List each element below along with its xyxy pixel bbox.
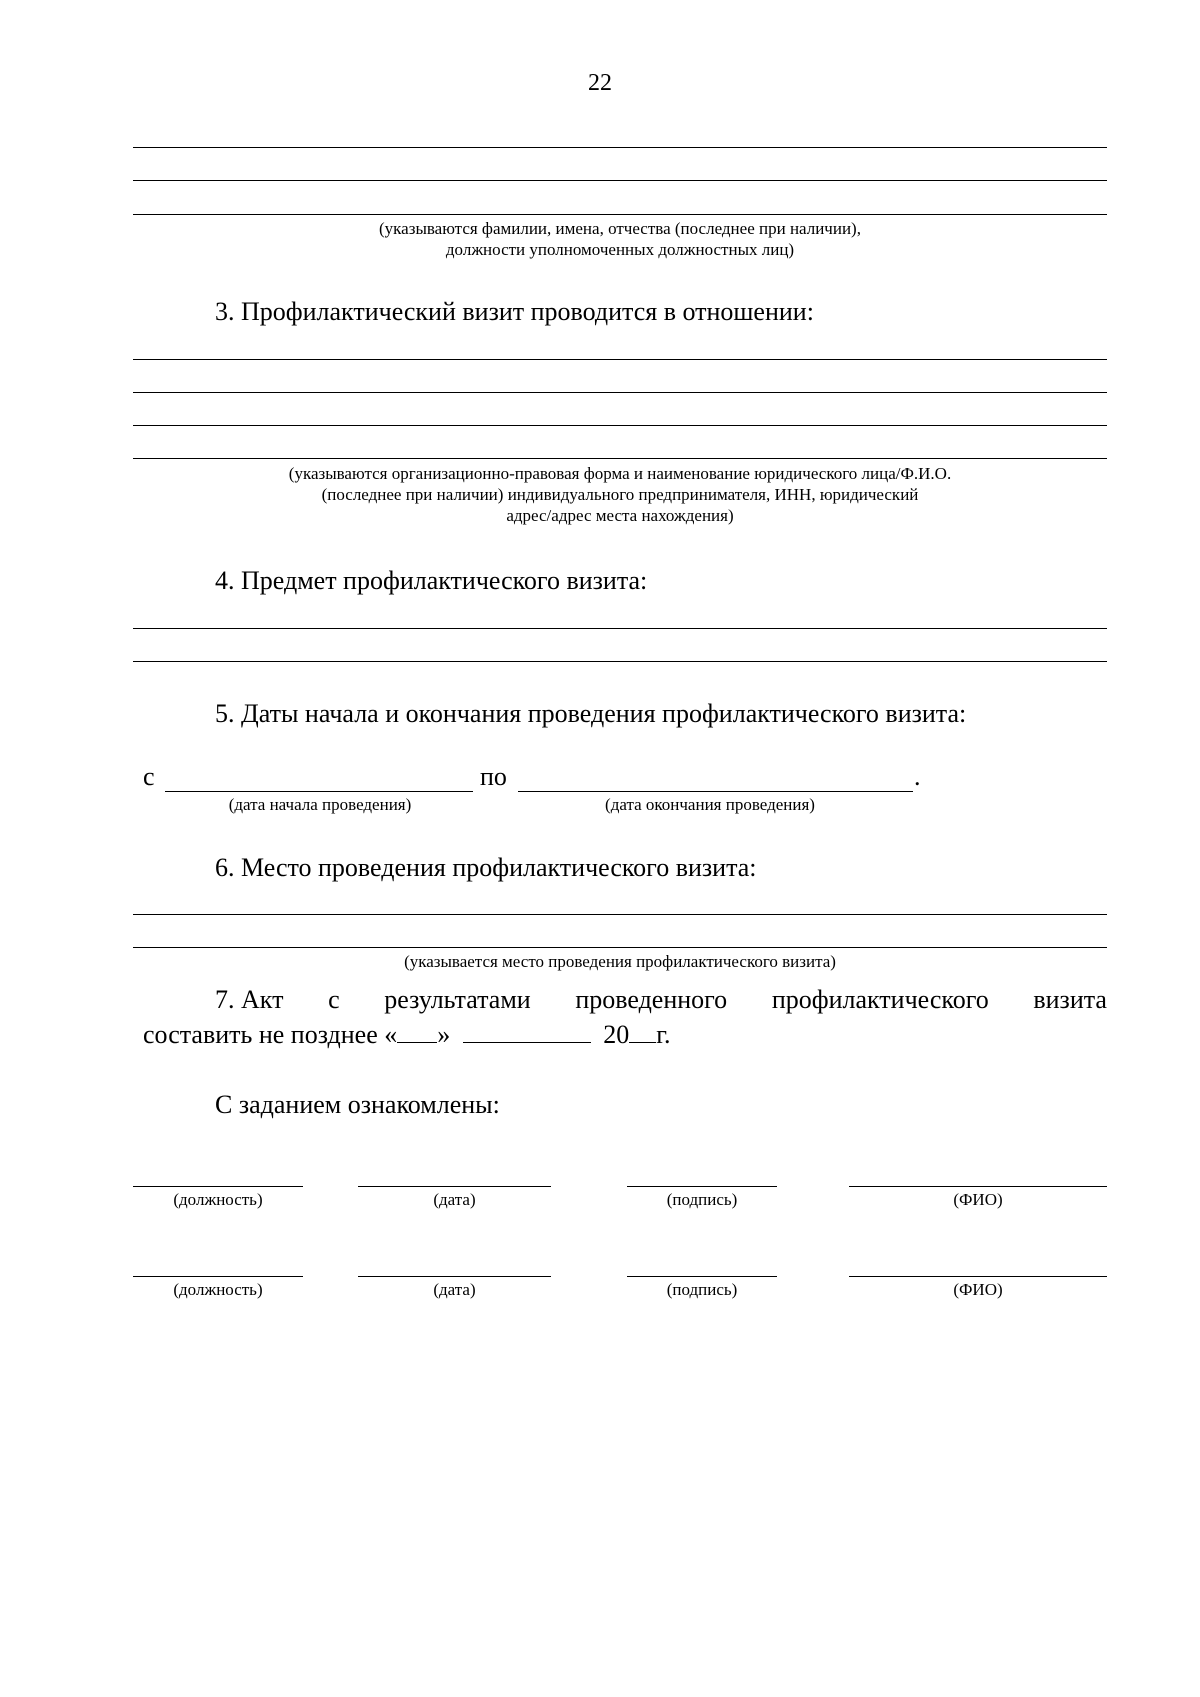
officials-caption <box>133 218 1107 260</box>
subject-line-2[interactable] <box>133 392 1107 393</box>
position-caption-2: (должность) <box>173 1280 263 1299</box>
acknowledged-heading: С заданием ознакомлены: <box>215 1090 500 1119</box>
officials-line-1[interactable] <box>133 147 1107 148</box>
officials-caption-line-1: (указываются фамилии, имена, отчества (последнее при наличии), <box>379 219 861 238</box>
deadline-month-field[interactable] <box>463 1020 591 1043</box>
signature-caption-2: (подпись) <box>666 1280 738 1299</box>
start-date-caption: (дата начала проведения) <box>228 795 412 814</box>
deadline-year-prefix: 20 <box>603 1020 630 1049</box>
place-line-1[interactable] <box>133 914 1107 915</box>
section-7-word: результатами <box>384 985 531 1014</box>
name-field-2[interactable] <box>849 1276 1107 1277</box>
section-4-heading: 4. Предмет профилактического визита: <box>215 566 648 595</box>
subject-caption-line-1: (указываются организационно-правовая форма и наименование юридического лица/Ф.И.О. <box>288 464 952 483</box>
signature-field-1[interactable] <box>627 1186 777 1187</box>
deadline-quote-close: » <box>437 1020 451 1049</box>
officials-line-3[interactable] <box>133 214 1107 215</box>
subject-line-4[interactable] <box>133 458 1107 459</box>
officials-caption-line-2: должности уполномоченных должностных лиц) <box>445 240 795 259</box>
section-7-word: с <box>328 985 340 1014</box>
place-caption: (указывается место проведения профилактического визита) <box>404 952 836 971</box>
section-7-line-1 <box>133 985 1107 1015</box>
officials-line-2[interactable] <box>133 180 1107 181</box>
name-caption-2: (ФИО) <box>953 1280 1003 1299</box>
topic-line-1[interactable] <box>133 628 1107 629</box>
name-caption-1: (ФИО) <box>953 1190 1003 1209</box>
position-caption-1: (должность) <box>173 1190 263 1209</box>
section-5-heading: 5. Даты начала и окончания проведения профилактического визита: <box>215 699 967 728</box>
date-field-1[interactable] <box>358 1186 551 1187</box>
section-3-heading: 3. Профилактический визит проводится в отношении: <box>215 297 814 326</box>
subject-caption <box>133 463 1107 526</box>
page-number: 22 <box>588 70 612 96</box>
deadline-suffix: г. <box>656 1020 671 1049</box>
section-7-word: профилактического <box>771 985 989 1014</box>
name-field-1[interactable] <box>849 1186 1107 1187</box>
deadline-day-field[interactable] <box>397 1020 437 1043</box>
end-date-caption: (дата окончания проведения) <box>605 795 815 814</box>
section-7-word: проведенного <box>575 985 728 1014</box>
position-field-1[interactable] <box>133 1186 303 1187</box>
section-6-heading: 6. Место проведения профилактического визита: <box>215 853 757 882</box>
section-7-line-2 <box>143 1020 670 1050</box>
deadline-prefix: составить не позднее « <box>143 1020 398 1049</box>
date-from-label: с <box>143 762 155 791</box>
subject-line-3[interactable] <box>133 425 1107 426</box>
start-date-field[interactable] <box>165 791 473 792</box>
end-date-field[interactable] <box>518 791 913 792</box>
date-caption-1: (дата) <box>433 1190 476 1209</box>
section-7-word: визита <box>1033 985 1107 1014</box>
subject-line-1[interactable] <box>133 359 1107 360</box>
subject-caption-line-3: адрес/адрес места нахождения) <box>506 506 734 525</box>
position-field-2[interactable] <box>133 1276 303 1277</box>
date-caption-2: (дата) <box>433 1280 476 1299</box>
signature-field-2[interactable] <box>627 1276 777 1277</box>
subject-caption-line-2: (последнее при наличии) индивидуального предпринимателя, ИНН, юридический <box>321 485 919 504</box>
deadline-year-field[interactable] <box>629 1020 656 1043</box>
place-line-2[interactable] <box>133 947 1107 948</box>
date-end-mark: . <box>914 762 921 791</box>
date-field-2[interactable] <box>358 1276 551 1277</box>
section-7-word: 7. Акт <box>215 985 284 1014</box>
topic-line-2[interactable] <box>133 661 1107 662</box>
signature-caption-1: (подпись) <box>666 1190 738 1209</box>
date-to-label: по <box>480 762 507 791</box>
